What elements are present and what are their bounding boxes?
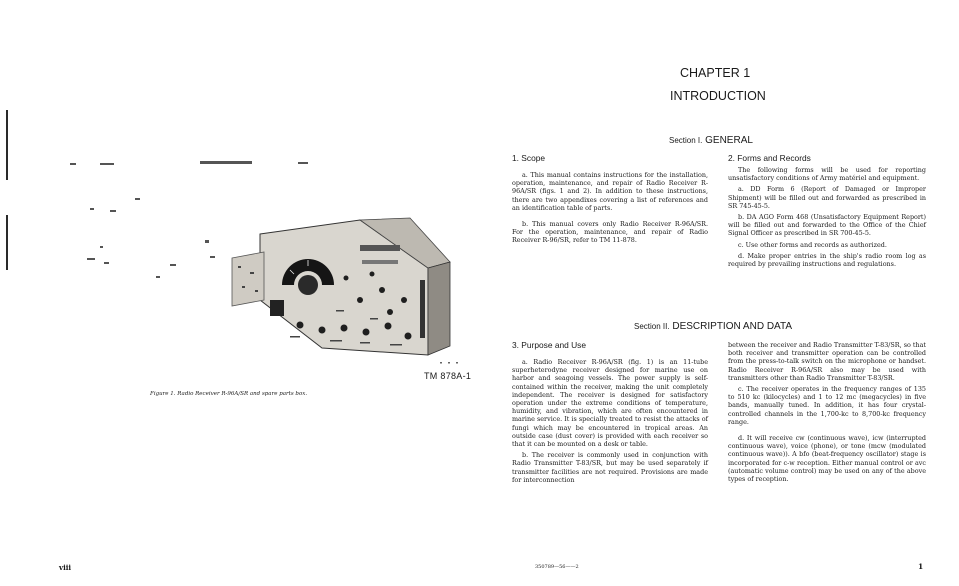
purpose-column [512, 340, 708, 484]
page-number-right: 1 [918, 562, 924, 571]
chapter-number: CHAPTER 1 [680, 66, 751, 80]
print-code: 350789—56——2 [535, 564, 579, 570]
purpose-paragraph-c: c. The receiver operates in the frequency ranges of 135 to 510 kc (kilocycles) and 1 to 12 mc (megacycles) in five bands, manually tuned. In addition, it has four crystal-controlled channels in the 1,700-kc to 8,700-kc frequency range. [728, 385, 926, 426]
section-lead: Section II. [634, 322, 670, 331]
forms-paragraph-b: b. DA AGO Form 468 (Unsatisfactory Equipment Report) will be filled out and forwarded to the Office of the Chief Signal Officer as prescribed in SR 700-45-5. [728, 213, 926, 238]
scope-heading: 1. Scope [512, 153, 546, 163]
section-title: DESCRIPTION AND DATA [672, 321, 793, 332]
figure-caption: Figure 1. Radio Receiver R-96A/SR and spare parts box. [150, 391, 308, 397]
forms-paragraph-a: a. DD Form 6 (Report of Damaged or Improper Shipment) will be filled out and forwarded as prescribed in SR 745-45-5. [728, 185, 926, 210]
section-heading-general [669, 135, 753, 146]
section-title: GENERAL [705, 135, 753, 146]
chapter-title: INTRODUCTION [670, 89, 766, 103]
page-number-left: viii [59, 563, 72, 572]
binding-mark [6, 110, 8, 180]
purpose-paragraph-d: d. It will receive cw (continuous wave), icw (interrupted continuous wave), voice (phone), or tone (mcw (modulated continuous wave)). A bfo (beat-frequency oscillator) stage is incorporated for c-w reception. Either manual control or avc (automatic volume control) may be used on any of the above types of reception. [728, 434, 926, 484]
binding-mark [6, 215, 8, 270]
purpose-heading: 3. Purpose and Use [512, 340, 587, 350]
forms-paragraph-d: d. Make proper entries in the ship's radio room log as required by prevailing instructions and regulations. [728, 251, 926, 269]
forms-column [728, 153, 926, 268]
forms-intro: The following forms will be used for reporting unsatisfactory conditions of Army matériel and equipment. [728, 166, 926, 183]
radio-receiver-photo [60, 150, 480, 390]
right-page [480, 0, 959, 586]
figure-id: TM 878A-1 [424, 371, 472, 381]
scope-paragraph-a: a. This manual contains instructions for the installation, operation, maintenance, and repair of Radio Receiver R-96A/SR (figs. 1 and 2). In addition to these instructions, there are two appendixes covering a list of references and an identification table of parts. [512, 171, 708, 212]
scope-column [512, 153, 708, 245]
forms-heading: 2. Forms and Records [728, 153, 811, 163]
scope-paragraph-b: b. This manual covers only Radio Receiver R-96A/SR. For the operation, maintenance, and repair of Radio Receiver R-96/SR, refer to TM 11-878. [512, 220, 708, 245]
purpose-paragraph-b: b. The receiver is commonly used in conjunction with Radio Transmitter T-83/SR, but may be used separately if transmitter facilities are not required. Provisions are made for interconnection [512, 451, 708, 484]
section-heading-description [634, 321, 792, 332]
purpose-continued-text: between the receiver and Radio Transmitter T-83/SR, so that both receiver and transmitter operation can be controlled from the press-to-talk switch on the microphone or handset. Radio Receiver R-96A/SR also may be used with transmitters other than Radio Transmitter T-83/SR. [728, 341, 926, 382]
forms-paragraph-c: c. Use other forms and records as authorized. [738, 240, 887, 249]
section-lead: Section I. [669, 136, 703, 145]
purpose-continued-column [728, 341, 926, 483]
purpose-paragraph-a: a. Radio Receiver R-96A/SR (fig. 1) is an 11-tube superheterodyne receiver designed for marine use on harbor and seagoing vessels. The power supply is self-contained within the receiver, making the unit completely independent. The receiver is designed for satisfactory operation under the extreme conditions of temperature, humidity, and vibration, which are often encountered in marine service. It is specially treated to resist the attacks of fungi which may be encountered in tropical areas. An outside case (dust cover) is provided with each receiver so that it can be mounted on a desk or table. [512, 358, 708, 449]
